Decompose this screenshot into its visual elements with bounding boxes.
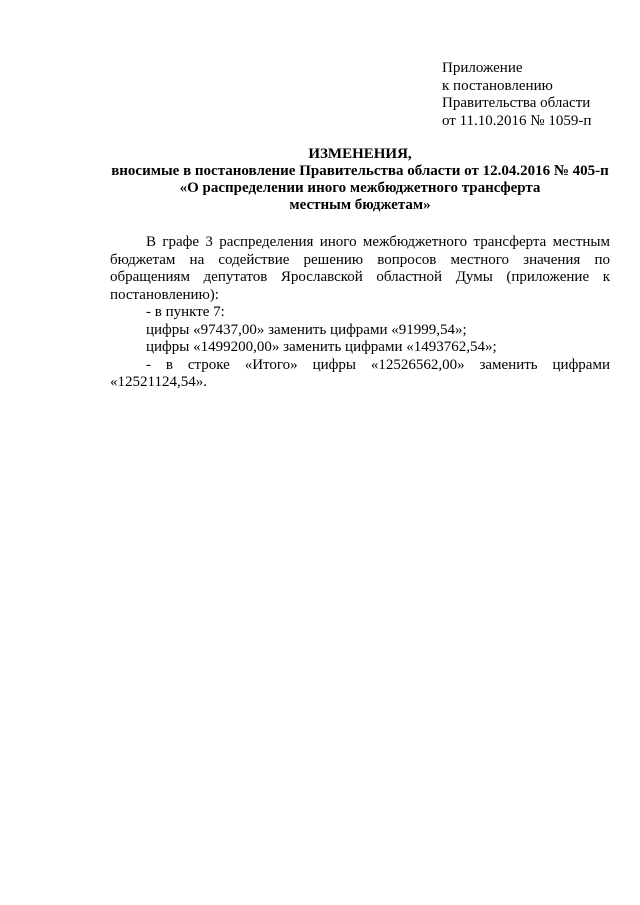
title-line-1: ИЗМЕНЕНИЯ, — [308, 146, 412, 162]
intro-paragraph: В графе 3 распределения иного межбюджетного трансферта местным бюджетам на содействие решению вопросов местного значения по обращениям депутатов Ярославской областной Думы (приложение к постановлению): — [110, 234, 610, 303]
appendix-line-3: Правительства области — [442, 95, 591, 111]
appendix-line-4: от 11.10.2016 № 1059-п — [442, 112, 592, 129]
list-item-replacement-1: цифры «97437,00» заменить цифрами «91999,54»; — [146, 321, 467, 338]
appendix-block — [442, 60, 632, 130]
appendix-line-2: к постановлению — [442, 77, 553, 94]
list-item-total-row: - в строке «Итого» цифры «12526562,00» заменить цифрами «12521124,54». — [110, 356, 610, 390]
title-line-2: вносимые в постановление Правительства области от 12.04.2016 № 405-п — [111, 163, 609, 179]
title-line-4: местным бюджетам» — [289, 197, 431, 213]
document-title — [100, 146, 620, 214]
document-body — [110, 234, 610, 392]
title-line-3: «О распределении иного межбюджетного трансферта — [179, 180, 541, 196]
list-item-replacement-2: цифры «1499200,00» заменить цифрами «1493762,54»; — [146, 339, 497, 355]
list-item-point-7: - в пункте 7: — [146, 304, 225, 320]
appendix-line-1: Приложение — [442, 60, 523, 76]
